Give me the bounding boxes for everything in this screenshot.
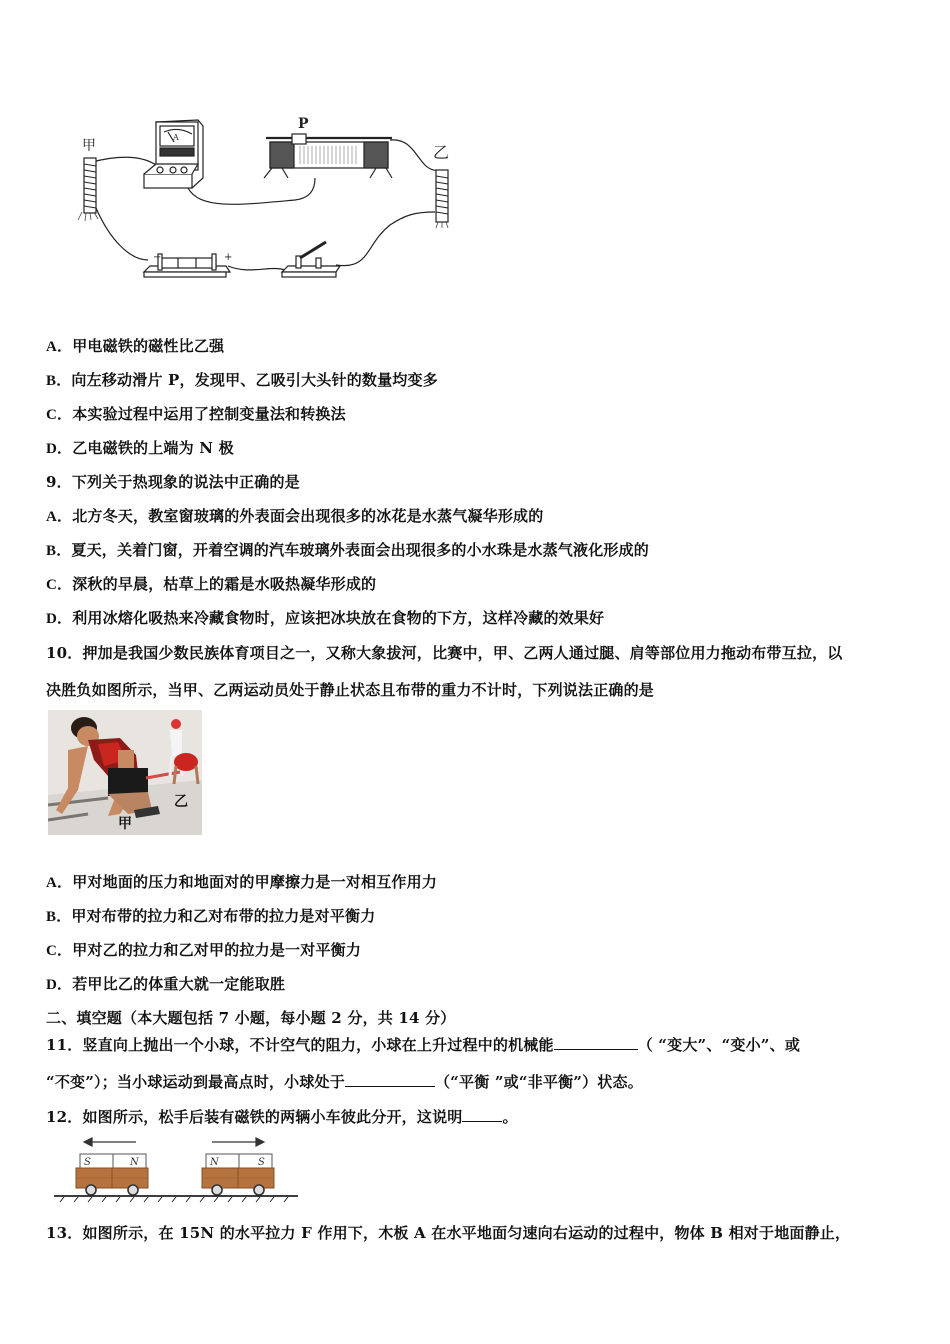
label-jia: 甲: [82, 138, 96, 154]
q10-option-b[interactable]: B．甲对布带的拉力和乙对布带的拉力是对平衡力: [46, 907, 376, 925]
q12-stem: 12．如图所示，松手后装有磁铁的两辆小车彼此分开，这说明 。: [46, 1105, 518, 1127]
pole-s: S: [258, 1157, 265, 1168]
electromagnet-yi: [436, 170, 448, 228]
section-heading-fill-in: 二、填空题（本大题包括 7 小题，每小题 2 分，共 14 分）: [46, 1009, 456, 1027]
q11-line2: “不变”）；当小球运动到最高点时，小球处于 （“平衡 ”或“非平衡”）状态。: [46, 1070, 643, 1092]
q13-stem: 13．如图所示，在 15N 的水平拉力 F 作用下，木板 A 在水平地面匀速向右运动的过程中，物体 B 相对于地面静止，: [46, 1224, 851, 1242]
q10-option-c[interactable]: C．甲对乙的拉力和乙对甲的拉力是一对平衡力: [46, 941, 362, 959]
label-yi: 乙: [433, 143, 450, 162]
battery-positive: +: [224, 252, 233, 263]
q9-option-c[interactable]: C．深秋的早晨，枯草上的霜是水吸热凝华形成的: [46, 575, 377, 593]
pole-n: N: [130, 1157, 139, 1168]
q10-option-d[interactable]: D．若甲比乙的体重大就一定能取胜: [46, 975, 286, 993]
q9-option-a[interactable]: A．北方冬天，教室窗玻璃的外表面会出现很多的冰花是水蒸气凝华形成的: [46, 507, 544, 525]
photo-label-yi: 乙: [174, 794, 188, 810]
photo-label-jia: 甲: [118, 816, 132, 832]
q9-stem: 9．下列关于热现象的说法中正确的是: [46, 473, 300, 491]
rheostat: [264, 134, 392, 178]
ammeter-label: A: [173, 133, 179, 142]
q8-option-d[interactable]: D．乙电磁铁的上端为 N 极: [46, 439, 234, 457]
label-p: P: [298, 116, 309, 132]
tug-of-war-photo: [48, 710, 202, 835]
q11-blank-1[interactable]: [554, 1033, 638, 1050]
q8-option-c[interactable]: C．本实验过程中运用了控制变量法和转换法: [46, 405, 346, 423]
electromagnet-jia: [78, 158, 98, 221]
q8-option-a[interactable]: A．甲电磁铁的磁性比乙强: [46, 337, 225, 355]
q9-option-b[interactable]: B．夏天，关着门窗，开着空调的汽车玻璃外表面会出现很多的小水珠是水蒸气液化形成的: [46, 541, 650, 559]
q9-option-d[interactable]: D．利用冰熔化吸热来冷藏食物时，应该把冰块放在食物的下方，这样冷藏的效果好: [46, 609, 605, 627]
ammeter: [144, 120, 203, 188]
q10-stem-line2: 决胜负如图所示，当甲、乙两运动员处于静止状态且布带的重力不计时，下列说法正确的是: [46, 681, 655, 699]
q11-line1: 11．竖直向上抛出一个小球，不计空气的阻力，小球在上升过程中的机械能 （ “变大”、“变小”、或: [46, 1033, 800, 1055]
q10-option-a[interactable]: A．甲对地面的压力和地面对的甲摩擦力是一对相互作用力: [46, 873, 438, 891]
knife-switch: [282, 242, 340, 277]
q10-stem-line1: 10．押加是我国少数民族体育项目之一，又称大象拔河，比赛中，甲、乙两人通过腿、肩等部位用力拖动布带互拉，以: [46, 644, 843, 662]
magnet-carts-diagram: [46, 1132, 300, 1208]
pole-s: S: [84, 1157, 91, 1168]
q8-option-b[interactable]: B．向左移动滑片 P，发现甲、乙吸引大头针的数量均变多: [46, 371, 438, 389]
battery-negative: −: [153, 252, 162, 263]
pole-n: N: [210, 1157, 219, 1168]
circuit-diagram: [60, 100, 480, 290]
q11-blank-2[interactable]: [345, 1070, 435, 1087]
q12-blank[interactable]: [462, 1105, 502, 1122]
